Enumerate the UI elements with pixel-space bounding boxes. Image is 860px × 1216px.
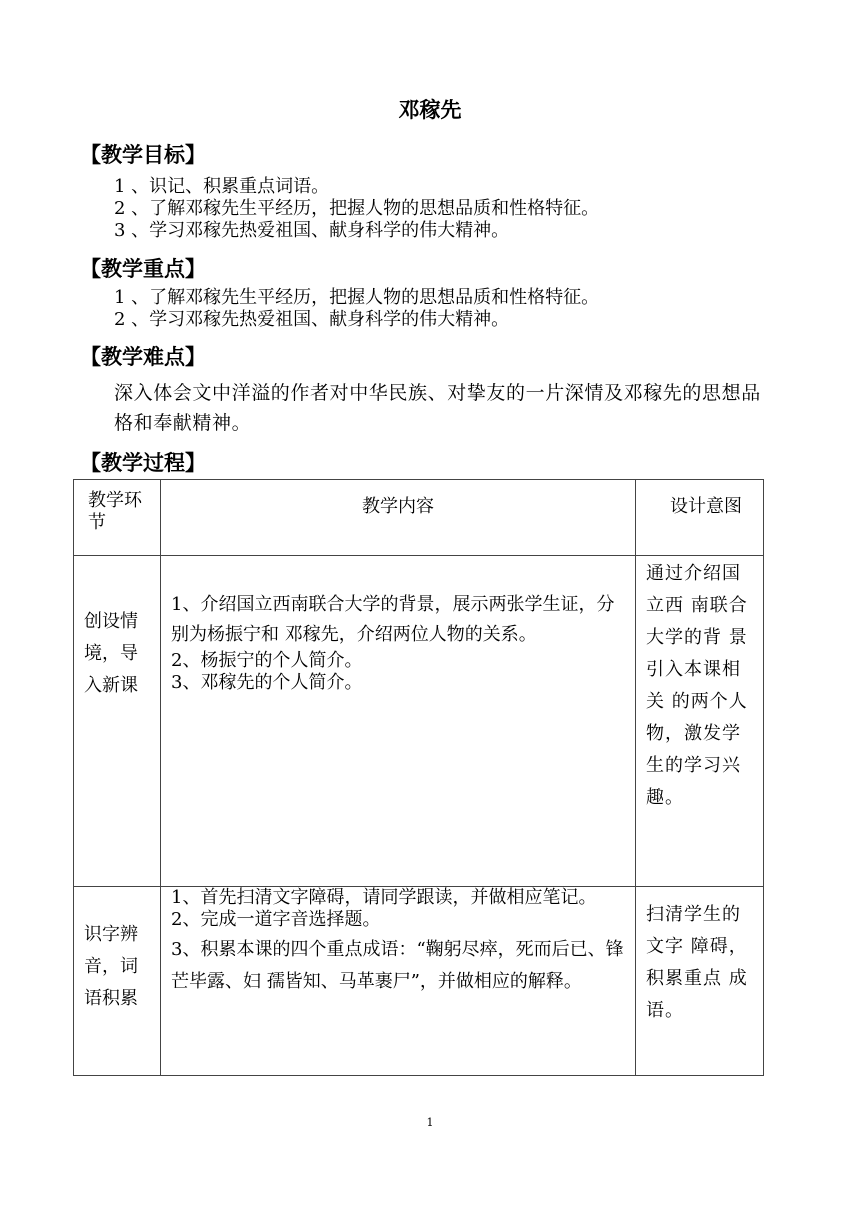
header-intent: 设计意图 [636, 480, 764, 556]
segment-cell: 创设情境，导入新课 [74, 556, 161, 887]
table-row [74, 556, 764, 887]
content-item: 1、首先扫清文字障碍，请同学跟读，并做相应笔记。 [171, 887, 597, 908]
key-point-item: 1 、了解邓稼先生平经历，把握人物的思想品质和性格特征。 [114, 287, 600, 308]
key-points-heading: 【教学重点】 [80, 257, 206, 281]
table-row [74, 887, 764, 1076]
page-number: 1 [426, 1116, 434, 1129]
teaching-process-table [73, 479, 764, 1076]
content-item: 3、邓稼先的个人简介。 [171, 672, 363, 693]
key-point-item: 2 、学习邓稼先热爱祖国、献身科学的伟大精神。 [114, 309, 510, 330]
table-header-row [74, 480, 764, 556]
objectives-heading: 【教学目标】 [80, 143, 206, 167]
document-title: 邓稼先 [398, 98, 462, 122]
objective-item: 3 、学习邓稼先热爱祖国、献身科学的伟大精神。 [114, 220, 510, 241]
process-heading: 【教学过程】 [80, 451, 206, 475]
content-item: 3、积累本课的四个重点成语：“鞠躬尽瘁，死而后已、锋芒毕露、妇 孺皆知、马革裹尸”，并做相应的解释。 [171, 939, 624, 992]
content-item: 2、杨振宁的个人简介。 [171, 650, 363, 671]
content-cell [161, 556, 636, 887]
objective-item: 1 、识记、积累重点词语。 [114, 176, 330, 197]
intent-cell: 通过介绍国立西 南联合大学的背 景引入本课相关 的两个人物，激发学生的学习兴 趣。 [636, 556, 764, 887]
segment-cell: 识字辨音，词语积累 [74, 887, 161, 1076]
content-item: 1、介绍国立西南联合大学的背景，展示两张学生证，分别为杨振宁和 邓稼先，介绍两位人物的关系。 [171, 594, 615, 645]
content-item: 2、完成一道字音选择题。 [171, 909, 381, 930]
header-content: 教学内容 [161, 480, 636, 556]
objective-item: 2 、了解邓稼先生平经历，把握人物的思想品质和性格特征。 [114, 198, 600, 219]
header-segment: 教学环节 [74, 480, 161, 556]
intent-cell: 扫清学生的文字 障碍，积累重点 成语。 [636, 887, 764, 1076]
difficulties-text: 深入体会文中洋溢的作者对中华民族、对挚友的一片深情及邓稼先的思想品格和奉献精神。 [114, 382, 761, 434]
difficulties-heading: 【教学难点】 [80, 345, 206, 369]
content-cell [161, 887, 636, 1076]
